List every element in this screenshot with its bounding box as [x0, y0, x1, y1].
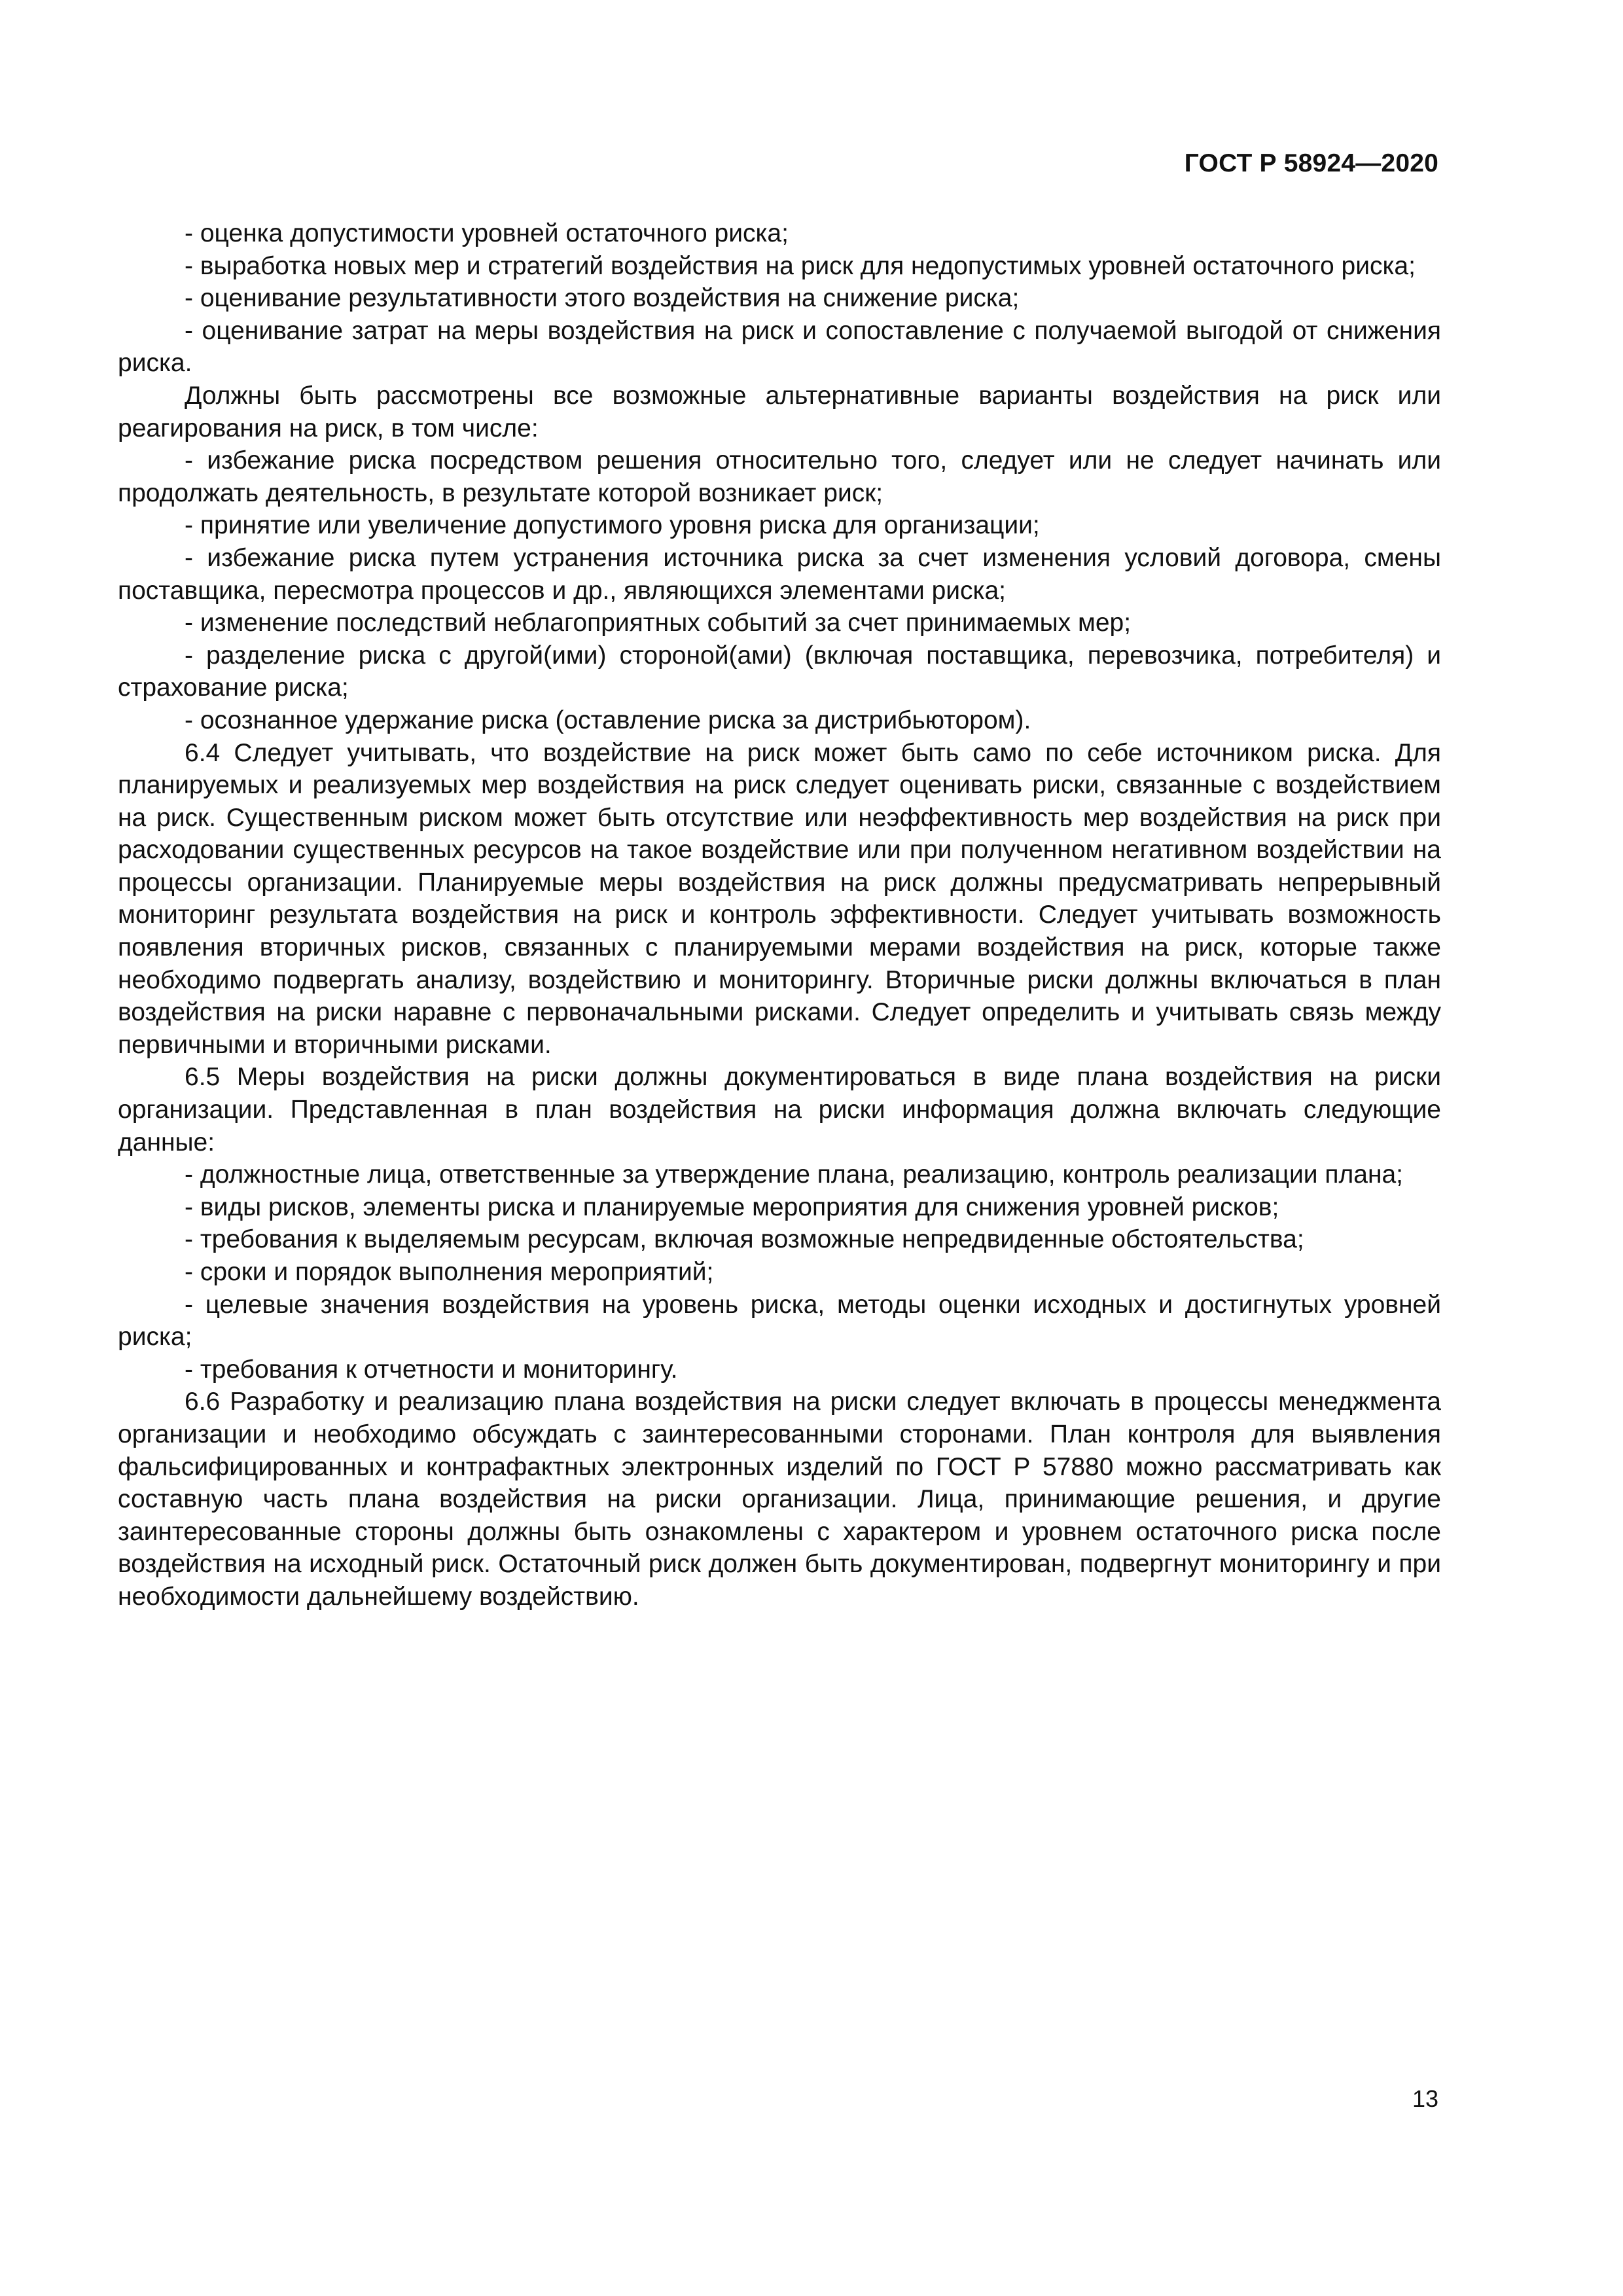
- list-item: - требования к выделяемым ресурсам, включая возможные непредвиденные обстоятельства;: [185, 1225, 1304, 1254]
- clause-6-5: 6.5 Меры воздействия на риски должны документироваться в виде плана воздействия на риски организации. Представленная в план воздействия на риски информация должна включать следующие данные:: [118, 1063, 1441, 1157]
- page-number: 13: [1412, 2085, 1438, 2112]
- list-item: - требования к отчетности и мониторингу.: [185, 1355, 678, 1384]
- list-item: - избежание риска путем устранения источника риска за счет изменения условий договора, смены поставщика, пересмотра процессов и др., являющихся элементами риска;: [118, 543, 1441, 605]
- list-item: - избежание риска посредством решения относительно того, следует или не следует начинать или продолжать деятельность, в результате которой возникает риск;: [118, 446, 1441, 507]
- clause-6-4: 6.4 Следует учитывать, что воздействие на риск может быть само по себе источником риска. Для планируемых и реализуемых мер воздействия на риск следует оценивать риски, связанные с воздействием на риск. Существенным риском может быть отсутствие или неэффективность мер воздействия на риск при расходовании существенных ресурсов на такое воздействие или при полученном негативном воздействии на процессы организации. Планируемые меры воздействия на риск должны предусматривать непрерывный мониторинг результата воздействия на риск и контроль эффективности. Следует учитывать возможность появления вторичных рисков, связанных с планируемыми мерами воздействия на риск, которые также необходимо подвергать анализу, воздействию и мониторингу. Вторичные риски должны включаться в план воздействия на риски наравне с первоначальными рисками. Следует определить и учитывать связь между первичными и вторичными рисками.: [118, 738, 1441, 1059]
- paragraph: Должны быть рассмотрены все возможные альтернативные варианты воздействия на риск или реагирования на риск, в том числе:: [118, 381, 1441, 442]
- list-item: - изменение последствий неблагоприятных событий за счет принимаемых мер;: [185, 609, 1132, 637]
- document-body: [118, 217, 1441, 1613]
- list-item: - выработка новых мер и стратегий воздействия на риск для недопустимых уровней остаточного риска;: [185, 251, 1416, 280]
- list-item: - сроки и порядок выполнения мероприятий;: [185, 1258, 714, 1286]
- document-code-header: ГОСТ Р 58924—2020: [1184, 149, 1438, 177]
- list-item: - разделение риска с другой(ими) стороной(ами) (включая поставщика, перевозчика, потребителя) и страхование риска;: [118, 641, 1441, 702]
- list-item: - оценка допустимости уровней остаточного риска;: [185, 219, 789, 247]
- list-item: - целевые значения воздействия на уровень риска, методы оценки исходных и достигнутых уровней риска;: [118, 1290, 1441, 1352]
- list-item: - оценивание затрат на меры воздействия на риск и сопоставление с получаемой выгодой от снижения риска.: [118, 316, 1441, 378]
- list-item: - оценивание результативности этого воздействия на снижение риска;: [185, 284, 1020, 313]
- list-item: - должностные лица, ответственные за утверждение плана, реализацию, контроль реализации плана;: [185, 1160, 1404, 1189]
- list-item: - осознанное удержание риска (оставление риска за дистрибьютором).: [185, 706, 1031, 734]
- clause-6-6: 6.6 Разработку и реализацию плана воздействия на риски следует включать в процессы менеджмента организации и необходимо обсуждать с заинтересованными сторонами. План контроля для выявления фальсифицированных и контрафактных электронных изделий по ГОСТ Р 57880 можно рассматривать как составную часть плана воздействия на риски организации. Лица, принимающие решения, и другие заинтересованные стороны должны быть ознакомлены с характером и уровнем остаточного риска после воздействия на исходный риск. Остаточный риск должен быть документирован, подвергнут мониторингу и при необходимости дальнейшему воздействию.: [118, 1388, 1441, 1611]
- list-item: - виды рисков, элементы риска и планируемые мероприятия для снижения уровней рисков;: [185, 1193, 1279, 1221]
- list-item: - принятие или увеличение допустимого уровня риска для организации;: [185, 511, 1040, 540]
